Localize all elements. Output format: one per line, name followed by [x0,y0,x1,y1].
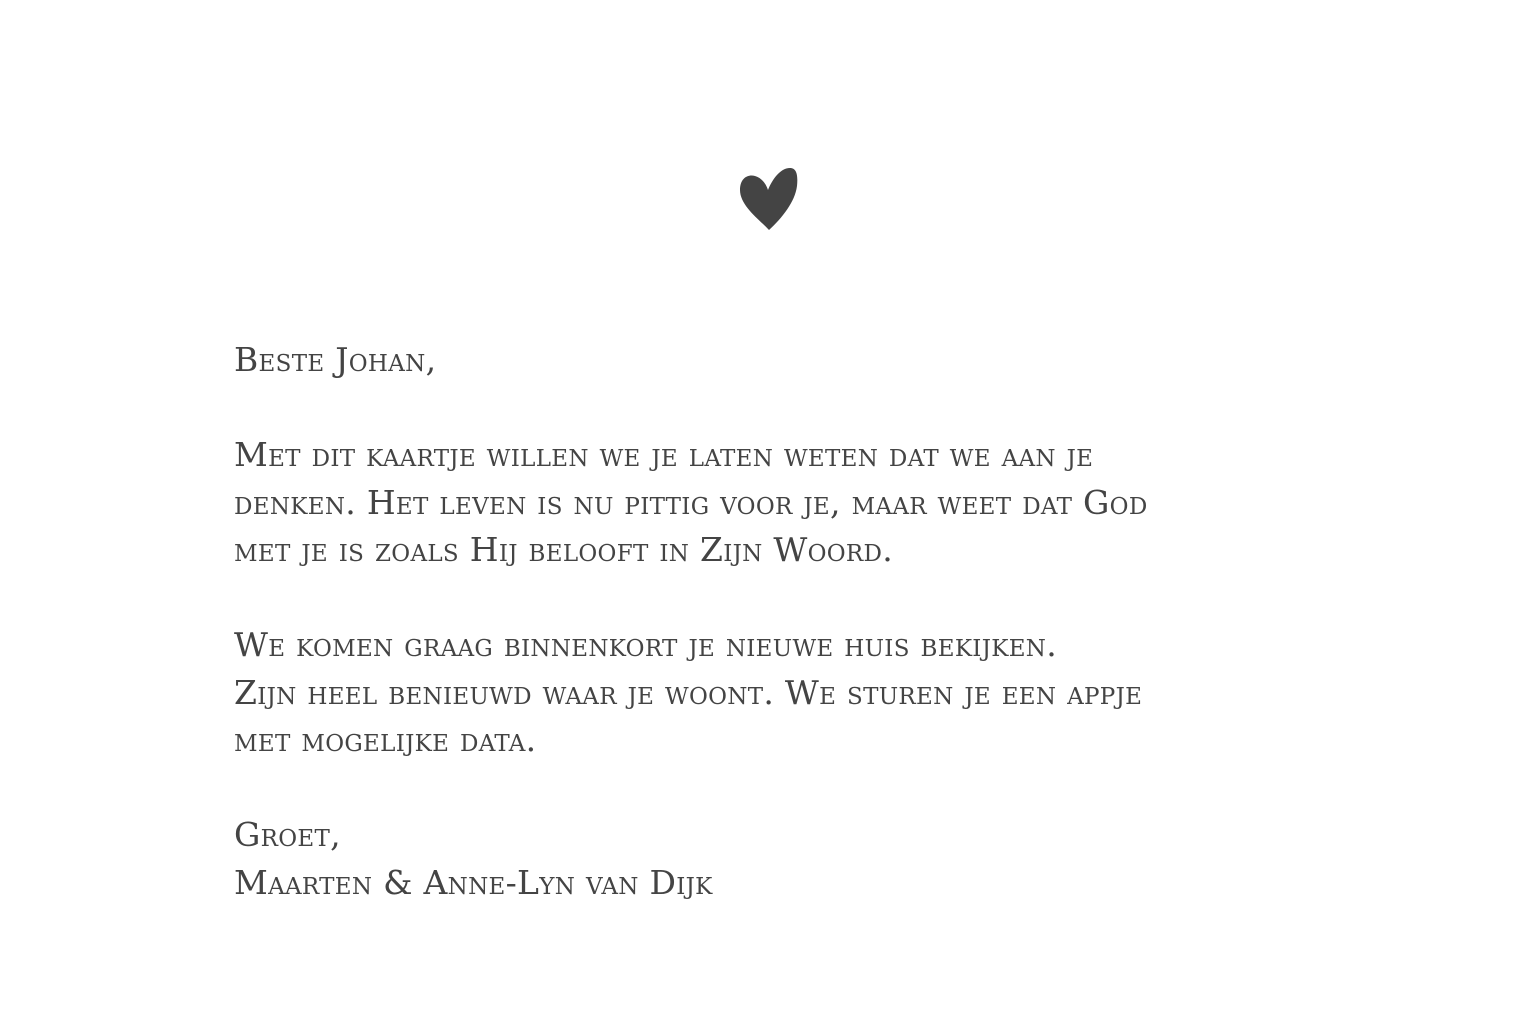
paragraph-2-line-2: Zijn heel benieuwd waar je woont. We sturen je een appje [234,672,1143,712]
paragraph-1 [234,431,1314,574]
greeting [234,336,1314,384]
closing: Groet, [234,815,341,854]
signature: Maarten & Anne-Lyn van Dijk [234,862,713,902]
paragraph-1-line-1: Met dit kaartje willen we je laten weten dat we aan je [234,435,1094,474]
paragraph-2 [234,621,1314,764]
paragraph-2-line-1: We komen graag binnenkort je nieuwe huis bekijken. [234,625,1058,664]
heart-icon [738,166,800,232]
paragraph-1-line-2: denken. Het leven is nu pittig voor je, maar weet dat God [234,482,1148,522]
greeting-line: Beste Johan, [234,340,437,379]
letter-body [234,336,1314,906]
paragraph-1-line-3: met je is zoals Hij belooft in Zijn Woord. [234,530,894,569]
sign-off [234,811,1314,906]
paragraph-2-line-3: met mogelijke data. [234,720,537,759]
